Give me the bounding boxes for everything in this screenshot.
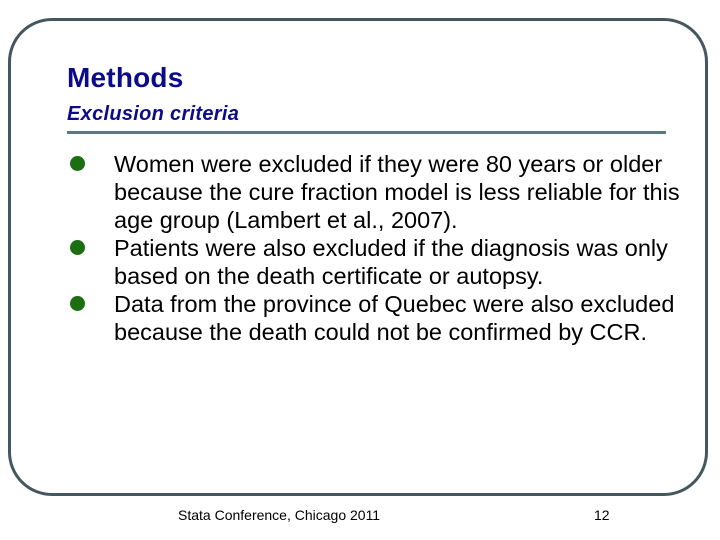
bullet-text: Data from the province of Quebec were also excluded because the death could not be confirmed by CCR.: [114, 291, 675, 345]
bullet-item: [70, 290, 690, 346]
slide-subtitle: Exclusion criteria: [67, 103, 240, 125]
bullet-item: [70, 150, 690, 234]
bullet-text: Women were excluded if they were 80 years or older because the cure fraction model is less reliable for this age group (Lambert et al., 2007).: [114, 151, 680, 233]
title-divider: [67, 131, 666, 134]
page-number: 12: [594, 507, 610, 523]
bullet-dot-icon: [70, 240, 85, 255]
slide-title: Methods: [67, 62, 184, 93]
bullet-dot-icon: [70, 296, 85, 311]
bullet-list: [70, 150, 690, 346]
footer-conference: Stata Conference, Chicago 2011: [178, 507, 381, 523]
bullet-text: Patients were also excluded if the diagnosis was only based on the death certificate or autopsy.: [114, 235, 668, 289]
bullet-item: [70, 234, 690, 290]
bullet-dot-icon: [70, 156, 85, 171]
